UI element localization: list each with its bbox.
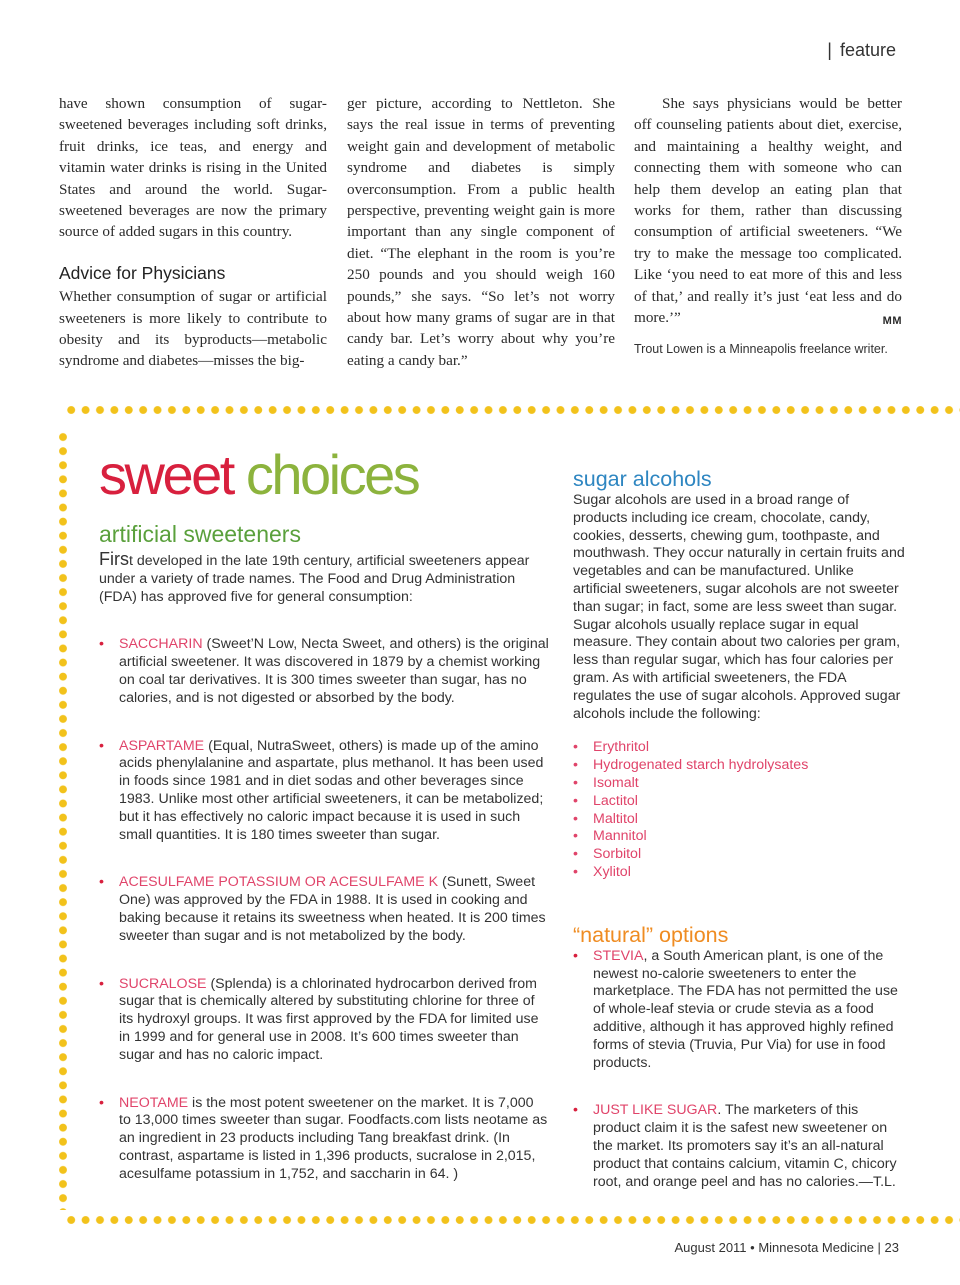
sugar-alcohols-section: [573, 466, 905, 1191]
author-byline: Trout Lowen is a Minneapolis freelance writer.: [634, 342, 888, 357]
bullet-icon: •: [573, 757, 578, 774]
bullet-icon: •: [573, 1102, 578, 1119]
paragraph: Whether consumption of sugar or artificial sweeteners is more likely to contribute to obesity and its byproducts—metabolic syndrome and diabetes—misses the big-: [59, 288, 327, 370]
term: STEVIA: [593, 947, 644, 964]
article-column-3: [634, 93, 902, 358]
item-text: Lactitol: [593, 792, 638, 809]
artificial-sweeteners-section: [99, 520, 549, 1184]
list-item: [573, 793, 905, 811]
page-footer: August 2011 • Minnesota Medicine | 23: [674, 1240, 899, 1255]
end-mark: MM: [882, 315, 902, 328]
item-text: (Splenda) is a chlorinated hydrocarbon derived from sugar that is chemically altered by substituting chlorine for three of its hydroxyl groups. It was first approved by the FDA for limited use in 1999 and for general use in 2008. It’s 600 times sweeter than sugar and has no caloric impact.: [119, 975, 539, 1063]
intro-first: Firs: [99, 549, 129, 569]
section-heading: “natural” options: [573, 922, 729, 947]
bullet-icon: •: [573, 810, 578, 827]
item-text: Xylitol: [593, 863, 631, 880]
list-item: [573, 1102, 905, 1191]
bullet-icon: •: [99, 737, 104, 754]
dotted-border-bottom: [64, 1214, 960, 1226]
list-item: [573, 828, 905, 846]
dotted-border-top: [64, 404, 960, 416]
title-word-sweet: sweet: [99, 443, 233, 506]
bullet-icon: •: [573, 739, 578, 756]
item-text: Mannitol: [593, 828, 647, 845]
item-text: Maltitol: [593, 810, 638, 827]
list-item: [573, 948, 905, 1073]
title-word-choices: choices: [245, 443, 419, 506]
article-column-1: [59, 93, 327, 372]
sidebar-title: [99, 440, 418, 510]
term: ACESULFAME POTASSIUM OR ACESULFAME K: [119, 874, 439, 891]
item-text: (Equal, NutraSweet, others) is made up of the amino acids phenylalanine and aspartate, plus methanol. It has been used in foods since 1981 and in diet sodas and other beverages since 1983. Unlike most other artificial sweeteners, it can be metabolized; but it has effectively no caloric impact because it is used in such small quantities. It is 180 times sweeter than sugar.: [119, 737, 544, 843]
bullet-icon: •: [99, 1094, 104, 1111]
term: SACCHARIN: [119, 636, 203, 653]
item-text: Sorbitol: [593, 846, 642, 863]
alcohols-paragraph: Sugar alcohols are used in a broad range of products including ice cream, chocolate, candy, cookies, desserts, chewing gum, toothpaste, and mouthwash. They occur naturally in certain fruits and vegetables and can be manufactured. Unlike artificial sweeteners, sugar alcohols are not sweeter than sugar; in fact, some are less sweet than sugar. Sugar alcohols usually replace sugar in equal measure. They contain about two calories per gram, less than regular sugar, which has four calories per gram. As with artificial sweeteners, the FDA regulates the use of sugar alcohols. Approved sugar alcohols include the following:: [573, 492, 905, 722]
dotted-border-left: [57, 430, 69, 1210]
section-label: feature: [839, 40, 896, 60]
list-item: [573, 846, 905, 864]
separator: |: [827, 40, 832, 60]
bullet-icon: •: [573, 846, 578, 863]
intro-rest: t developed in the late 19th century, artificial sweeteners appear under a variety of trade names. The Food and Drug Administration (FDA) has approved five for general consumption:: [99, 553, 530, 605]
intro-paragraph: [99, 551, 549, 606]
bullet-icon: •: [573, 792, 578, 809]
item-text: , a South American plant, is one of the newest no-calorie sweeteners to enter the marketplace. The FDA has not permitted the use of whole-leaf stevia or crude stevia as a food additive, although it has approved highly refined forms of stevia (Truvia, Pur Via) for use in food products.: [593, 947, 898, 1071]
section-tag: [827, 40, 896, 61]
paragraph-text: She says physicians would be better off counseling patients about diet, exercise, and maintaining a healthy weight, and connecting them with someone who can help them develop an eating plan that works for them, rather than discussing consumption of artificial sweeteners. “We try to make the message too complicated. Like ‘you need to eat more of this and less of that,’ and really it’s just ‘eat less and do more.’”: [634, 95, 902, 327]
article-column-2: [347, 93, 615, 371]
list-item: [99, 1095, 549, 1184]
list-item: [573, 739, 905, 757]
bullet-icon: •: [573, 947, 578, 964]
list-item: [573, 864, 905, 882]
bullet-icon: •: [99, 874, 104, 891]
bullet-icon: •: [573, 774, 578, 791]
item-text: is the most potent sweetener on the market. It is 7,000 to 13,000 times sweeter than sugar. Foodfacts.com lists neotame as an ingredient in 23 products including Tang breakfast drink. (In contrast, aspartame is listed in 1,396 products, sucralose in 2,015, acesulfame potassium in 1,752, and saccharin in 64. ): [119, 1094, 548, 1182]
item-text: . The marketers of this product claim it is the safest new sweetener on the market. Its promoters say it’s an all-natural product that contains calcium, vitamin C, chicory root, and orange peel and has no calories.—T.L.: [593, 1102, 897, 1190]
section-heading: sugar alcohols: [573, 467, 712, 491]
item-text: Erythritol: [593, 739, 649, 756]
paragraph: have shown consumption of sugar-sweetened beverages including soft drinks, fruit drinks, ice teas, and energy and vitamin water drinks is rising in the United States and around the world. Sugar-sweetened beverages are now the primary source of added sugars in this country.: [59, 95, 327, 241]
list-item: [99, 874, 549, 945]
item-text: (Sunett, Sweet One) was approved by the FDA in 1988. It is used in cooking and baking because it retains its sweetness when heated. It is 200 times sweeter than sugar and is not metabolized by the body.: [119, 874, 546, 944]
item-text: (Sweet’N Low, Necta Sweet, and others) is the original artificial sweetener. It was discovered in 1879 by a chemist working on coal tar derivatives. It is 300 times sweeter than sugar, has no calories, and is not digested or absorbed by the body.: [119, 636, 549, 706]
bullet-icon: •: [573, 828, 578, 845]
bullet-icon: •: [573, 863, 578, 880]
paragraph: [634, 93, 902, 328]
term: NEOTAME: [119, 1094, 189, 1111]
term: SUCRALOSE: [119, 975, 207, 992]
sugar-alcohol-list: [573, 739, 905, 881]
item-text: Isomalt: [593, 774, 639, 791]
paragraph: ger picture, according to Nettleton. She says the real issue in terms of preventing weight gain and development of metabolic syndrome and diabetes is simply overconsumption. From a public health perspective, preventing weight gain is more important than any single component of diet. “The elephant in the room is you’re 250 pounds and you should weigh 160 pounds,” she says. “So let’s not worry about how many grams of sugar are in that candy bar. Let’s worry about why you’re eating a candy bar.”: [347, 95, 615, 369]
subhead: Advice for Physicians: [59, 262, 226, 283]
natural-options-list: [573, 948, 905, 1192]
bullet-icon: •: [99, 636, 104, 653]
bullet-icon: •: [99, 975, 104, 992]
sweetener-list: [99, 636, 549, 1183]
section-heading: artificial sweeteners: [99, 521, 301, 547]
list-item: [573, 757, 905, 775]
list-item: [99, 636, 549, 707]
term: ASPARTAME: [119, 737, 205, 754]
item-text: Hydrogenated starch hydrolysates: [593, 757, 809, 774]
list-item: [99, 738, 549, 845]
term: JUST LIKE SUGAR: [593, 1102, 718, 1119]
list-item: [99, 976, 549, 1065]
list-item: [573, 811, 905, 829]
list-item: [573, 775, 905, 793]
